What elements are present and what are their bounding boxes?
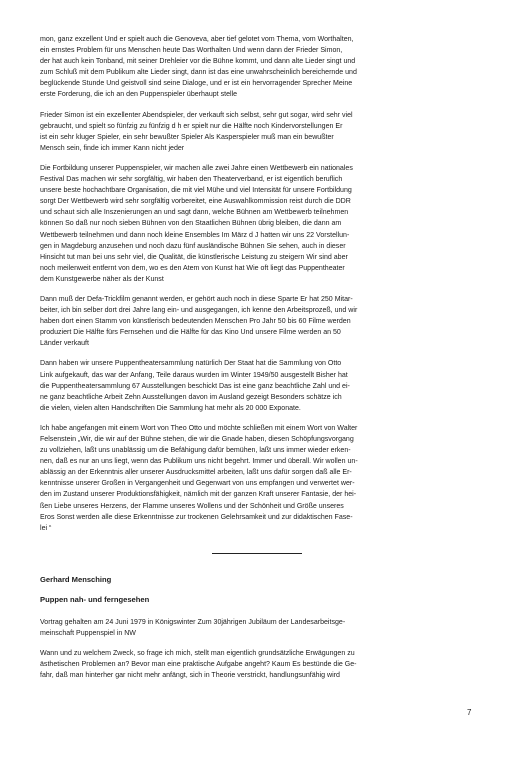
paragraph: Frieder Simon ist ein exzellenter Abendspieler, der verkauft sich selbst, sehr gut sogar, wird sehr viel gebraucht, und spielt so fünfzig zu fünfzig d h er spielt nur die Hälfte noch Kindervorstellungen Er ist ein sehr kluger Spieler, ein sehr bewußter Spieler Als Kasperspieler muß man ein bewußter Mensch sein, finde ich immer Kann nicht jeder xyxy=(40,111,353,152)
author-name: Gerhard Mensching xyxy=(40,574,112,584)
article-title: Puppen nah- und ferngesehen xyxy=(40,594,150,604)
paragraph: Dann haben wir unsere Puppentheatersammlung natürlich Der Staat hat die Sammlung von Otto Link aufgekauft, das war der Anfang, Teile daraus wurden im Winter 1949/50 ausgestellt Bisher hat die Puppentheatersammlung 67 Ausstellungen beschickt Das ist eine ganz beachtliche Zahl und ei- ne ganz beachtliche Arbeit Zehn Ausstellungen davon im Ausland gezeigt Besonders schätze ich die vielen, vielen alten Handschriften Die Sammlung hat mehr als 20 000 Exponate. xyxy=(40,360,350,412)
paragraph: mon, ganz exzellent Und er spielt auch die Genoveva, aber tief gelotet vom Thema, vom Worthalten, ein ernstes Problem für uns Menschen heute Das Worthalten Und wenn dann der Frieder Simon, der hat auch kein Tonband, mit seiner Drehleier vor die Bühne kommt, und dann alte Lieder singt und zum Schluß mit dem Publikum alte Lieder singt, dann ist das eine unwahrscheinlich bereichernde und beglückende Stunde Und geistvoll sind seine Dialoge, und er ist ein hervorragender Sprecher Meine erste Forderung, die ich an den Puppenspieler überhaupt stelle xyxy=(40,36,357,99)
page-number: 7 xyxy=(467,708,472,717)
paragraph: Ich habe angefangen mit einem Wort von Theo Otto und möchte schließen mit einem Wort von Walter Felsenstein „Wir, die wir auf der Bühne stehen, die wir die Gnade haben, diesen Schöpfungsvorgang zu vollziehen, laßt uns unablässig um die Befähigung dafür bemühen, laßt uns immer wieder erken- nen, daß es nur an uns liegt, wenn das Publikum uns nicht begehrt. Immer und überall. Wir wollen un- ablässig an der Erkenntnis aller unserer Ausdrucksmittel arbeiten, laßt uns dafür sorgen daß alle Er- kenntnisse unserer Großen in Vergangenheit und Gegenwart von uns empfangen und verwertet wer- den im Zustand unserer Produktionsfähigkeit, nämlich mit der ganzen Kraft unserer Fantasie, der hei- ßen Liebe unseres Herzens, der Flamme unseres Wollens und der Schönheit und Größe unseres Eros Sonst werden alle diese Erkenntnisse zur trockenen Gelehrsamkeit und zur didaktischen Fase- lei “ xyxy=(40,424,358,532)
page-body xyxy=(40,34,474,690)
lecture-note: Vortrag gehalten am 24 Juni 1979 in Königswinter Zum 30jährigen Jubiläum der Landesarbeitsge- meinschaft Puppenspiel in NW xyxy=(40,618,346,637)
paragraph: Wann und zu welchem Zweck, so frage ich mich, stellt man eigentlich grundsätzliche Erwägungen zu ästhetischen Problemen an? Bevor man eine praktische Aufgabe angeht? Kaum Es bestünde die Ge- fahr, daß man hinterher gar nicht mehr anfängt, sich in Theorie verstrickt, handlungsunfähig wird xyxy=(40,650,357,680)
paragraph: Dann muß der Defa-Trickfilm genannt werden, er gehört auch noch in diese Sparte Er hat 250 Mitar- beiter, ich bin selber dort drei Jahre lang ein- und ausgegangen, ich kenne den Arbeitsprozeß, und wir haben dort einen Stamm von künstlerisch bedeutenden Menschen Pro Jahr 50 bis 60 Filme werden produziert Die Hälfte fürs Fernsehen und die Hälfte für das Kino Und unsere Filme werden an 50 Länder verkauft xyxy=(40,295,358,348)
paragraph: Die Fortbildung unserer Puppenspieler, wir machen alle zwei Jahre einen Wettbewerb ein nationales Festival Das machen wir sehr sorgfältig, wir haben den Theaterverband, er ist eigentlich beruflich unsere beste hochachtbare Organisation, die mit viel Mühe und viel Intensität für unsere Fortbildung sorgt Der Wettbewerb wird sehr sorgfältig vorbereitet, eine Auswahlkommission reist durch die DDR und schaut sich alle Inszenierungen an und sagt dann, welche Bühnen am Wettbewerb teilnehmen können So daß nur noch sieben Bühnen von den Staatlichen Bühnen übrig bleiben, die dann am Wettbewerb teilnehmen und dann noch kleine Ensembles Im März d J hatten wir uns 22 Vorstellun- gen in Magdeburg anzusehen und noch dazu fünf ausländische Bühnen Sie sehen, auch in dieser Hinsicht tut man bei uns sehr viel, die Qualität, die künstlerische Leistung zu steigern Wir sind aber noch meilenweit entfernt von dem, wo es den Atem von Kunst hat Wie oft liegt das Puppentheater dem Kunstgewerbe näher als der Kunst xyxy=(40,164,353,283)
section-divider xyxy=(212,553,302,554)
